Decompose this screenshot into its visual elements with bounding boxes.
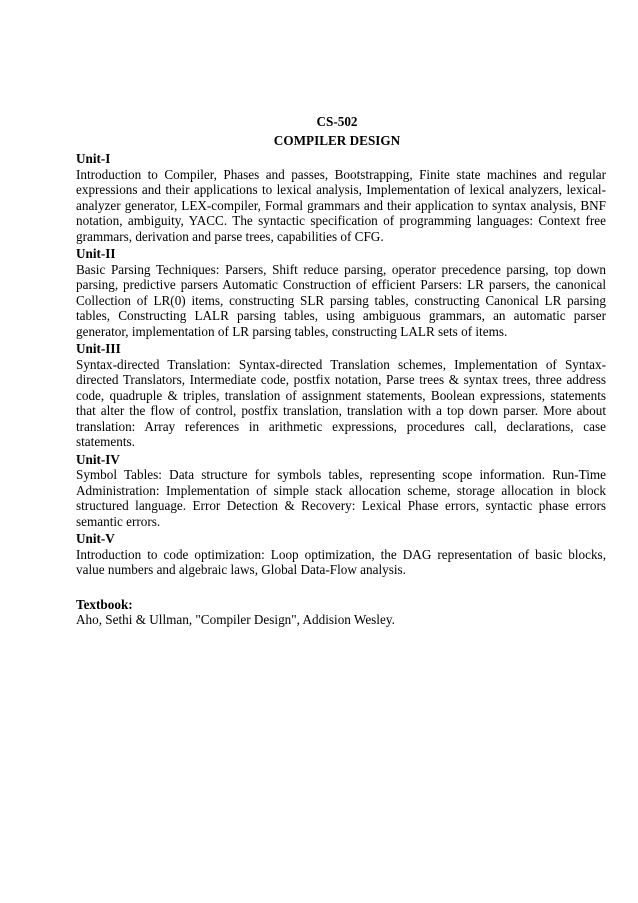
unit-5-heading: Unit-V [76,531,115,546]
course-title: COMPILER DESIGN [273,133,401,148]
unit-5-section [76,531,606,578]
unit-5-body: Introduction to code optimization: Loop optimization, the DAG representation of basic blocks, value numbers and algebraic laws, Global Data-Flow analysis. [76,546,606,577]
unit-3-body: Syntax-directed Translation: Syntax-directed Translation schemes, Implementation of Syntax-directed Translators, Intermediate code, postfix notation, Parse trees & syntax trees, three address code, quadruple & triples, translation of assignment statements, Boolean expressions, statements that alter the flow of control, postfix translation, translation with a top down parser. More about translation: Array references in arithmetic expressions, procedures call, declarations, case statements. [76,356,606,449]
syllabus-content [76,151,606,630]
unit-1-heading: Unit-I [76,151,111,166]
unit-2-heading: Unit-II [76,246,116,261]
course-code: CS-502 [316,114,358,129]
unit-3-section [76,341,606,450]
unit-2-body: Basic Parsing Techniques: Parsers, Shift reduce parsing, operator precedence parsing, top down parsing, predictive parsers Automatic Construction of efficient Parsers: LR parsers, the canonical Collection of LR(0) items, constructing SLR parsing tables, constructing Canonical LR parsing tables, Constructing LALR parsing tables, using ambiguous grammars, an automatic parser generator, implementation of LR parsing tables, constructing LALR sets of items. [76,261,606,339]
unit-4-body: Symbol Tables: Data structure for symbols tables, representing scope information. Run-Time Administration: Implementation of simple stack allocation scheme, storage allocation in block structured language. Error Detection & Recovery: Lexical Phase errors, syntactic phase errors semantic errors. [76,467,606,529]
textbook-heading: Textbook: [76,596,133,612]
unit-1-body: Introduction to Compiler, Phases and passes, Bootstrapping, Finite state machines and regular expressions and their applications to lexical analysis, Implementation of lexical analyzers, lexical-analyzer generator, LEX-compiler, Formal grammars and their application to syntax analysis, BNF notation, ambiguity, YACC. The syntactic specification of programming languages: Context free grammars, derivation and parse trees, capabilities of CFG. [76,166,606,244]
unit-4-section [76,452,606,530]
textbook-reference: Aho, Sethi & Ullman, "Compiler Design", Addision Wesley. [76,612,395,627]
unit-4-heading: Unit-IV [76,451,120,467]
textbook-section [76,597,606,628]
unit-2-section [76,246,606,339]
unit-1-section [76,151,606,244]
unit-3-heading: Unit-III [76,341,121,356]
